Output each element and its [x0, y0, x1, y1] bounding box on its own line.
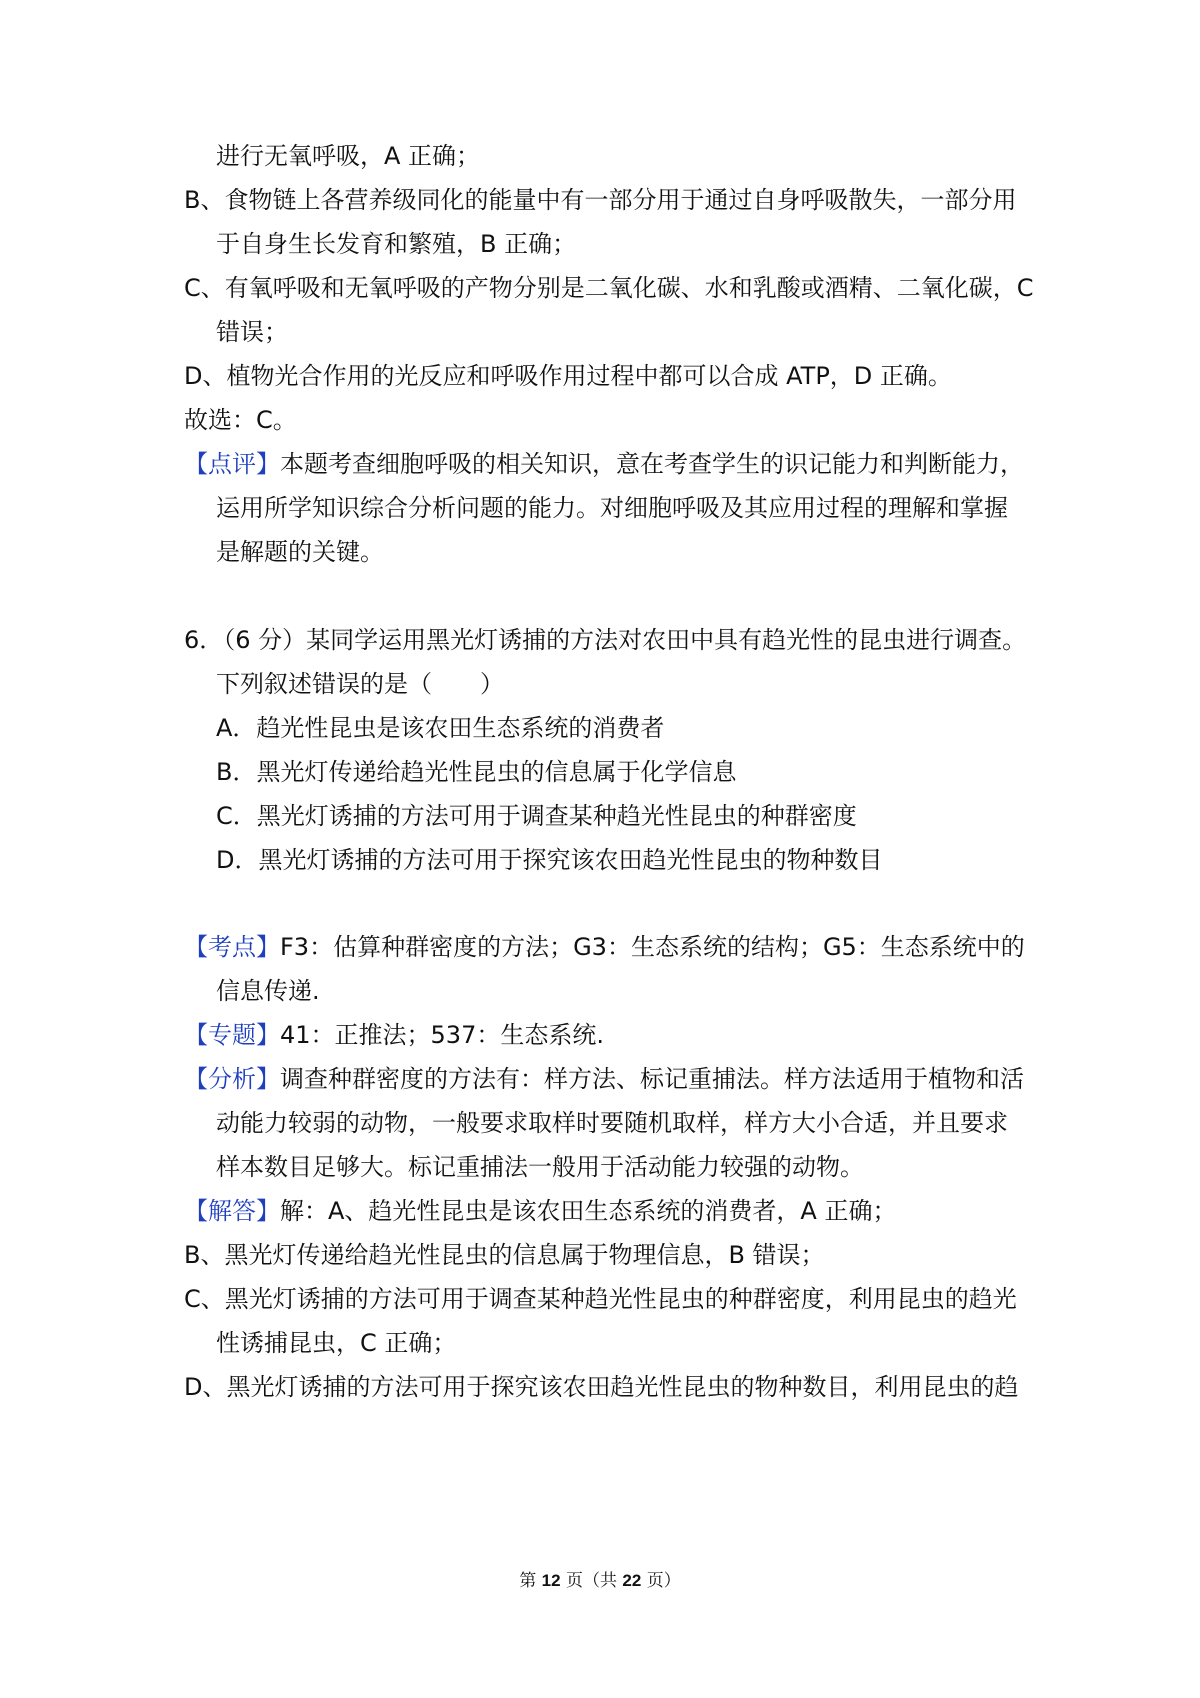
zhuanti-line1 [184, 1018, 604, 1052]
jieda-text-1: 解：A、趋光性昆虫是该农田生态系统的消费者，A 正确； [280, 1197, 897, 1225]
kaodian-text-1: F3：估算种群密度的方法；G3：生态系统的结构；G5：生态系统中的 [280, 933, 1025, 961]
prev-answer-a-cont: 进行无氧呼吸，A 正确； [216, 142, 481, 170]
comment-tag: 【点评】 [184, 450, 280, 478]
kaodian-line1 [184, 930, 1025, 964]
prev-comment-line3: 是解题的关键。 [216, 538, 384, 566]
kaodian-tag: 【考点】 [184, 933, 280, 961]
zhuanti-text-1: 41：正推法；537：生态系统. [280, 1021, 604, 1049]
jieda-tag: 【解答】 [184, 1197, 280, 1225]
kaodian-line2: 信息传递. [216, 977, 320, 1005]
option-c: C．黑光灯诱捕的方法可用于调查某种趋光性昆虫的种群密度 [216, 802, 857, 830]
jieda-b-line1: B、黑光灯传递给趋光性昆虫的信息属于物理信息，B 错误； [184, 1241, 825, 1269]
option-d: D．黑光灯诱捕的方法可用于探究该农田趋光性昆虫的物种数目 [216, 846, 883, 874]
prev-answer-c-line1: C、有氧呼吸和无氧呼吸的产物分别是二氧化碳、水和乳酸或酒精、二氧化碳，C [184, 274, 1034, 302]
footer-mid: 页（共 [566, 1571, 617, 1591]
zhuanti-tag: 【专题】 [184, 1021, 280, 1049]
footer-total-pages: 22 [622, 1571, 642, 1590]
fenxi-tag: 【分析】 [184, 1065, 280, 1093]
question-stem-line2: 下列叙述错误的是（ ） [216, 670, 504, 698]
footer-page-number: 12 [541, 1571, 561, 1590]
option-a: A．趋光性昆虫是该农田生态系统的消费者 [216, 714, 665, 742]
prev-comment-line2: 运用所学知识综合分析问题的能力。对细胞呼吸及其应用过程的理解和掌握 [216, 494, 1008, 522]
jieda-d-line1: D、黑光灯诱捕的方法可用于探究该农田趋光性昆虫的物种数目，利用昆虫的趋 [184, 1373, 1019, 1401]
comment-text-1: 本题考查细胞呼吸的相关知识，意在考查学生的识记能力和判断能力， [280, 450, 1024, 478]
prev-comment-line1 [184, 447, 1024, 481]
footer-post: 页） [646, 1571, 681, 1591]
jieda-line1 [184, 1194, 896, 1228]
fenxi-line1 [184, 1062, 1024, 1096]
fenxi-line3: 样本数目足够大。标记重捕法一般用于活动能力较强的动物。 [216, 1153, 864, 1181]
footer-pre: 第 [519, 1571, 537, 1591]
question-stem-line1: 6．（6 分）某同学运用黑光灯诱捕的方法对农田中具有趋光性的昆虫进行调查。 [184, 626, 1027, 654]
page-footer [0, 1566, 1200, 1591]
jieda-c-line2: 性诱捕昆虫，C 正确； [216, 1329, 457, 1357]
option-b: B．黑光灯传递给趋光性昆虫的信息属于化学信息 [216, 758, 737, 786]
prev-answer-c-line2: 错误； [216, 318, 288, 346]
fenxi-line2: 动能力较弱的动物，一般要求取样时要随机取样，样方大小合适，并且要求 [216, 1109, 1008, 1137]
prev-answer-b-line1: B、食物链上各营养级同化的能量中有一部分用于通过自身呼吸散失，一部分用 [184, 186, 1017, 214]
jieda-c-line1: C、黑光灯诱捕的方法可用于调查某种趋光性昆虫的种群密度，利用昆虫的趋光 [184, 1285, 1017, 1313]
fenxi-text-1: 调查种群密度的方法有：样方法、标记重捕法。样方法适用于植物和活 [280, 1065, 1024, 1093]
prev-answer-choice: 故选：C。 [184, 406, 297, 434]
prev-answer-d-line1: D、植物光合作用的光反应和呼吸作用过程中都可以合成 ATP，D 正确。 [184, 362, 952, 390]
prev-answer-b-line2: 于自身生长发育和繁殖，B 正确； [216, 230, 577, 258]
